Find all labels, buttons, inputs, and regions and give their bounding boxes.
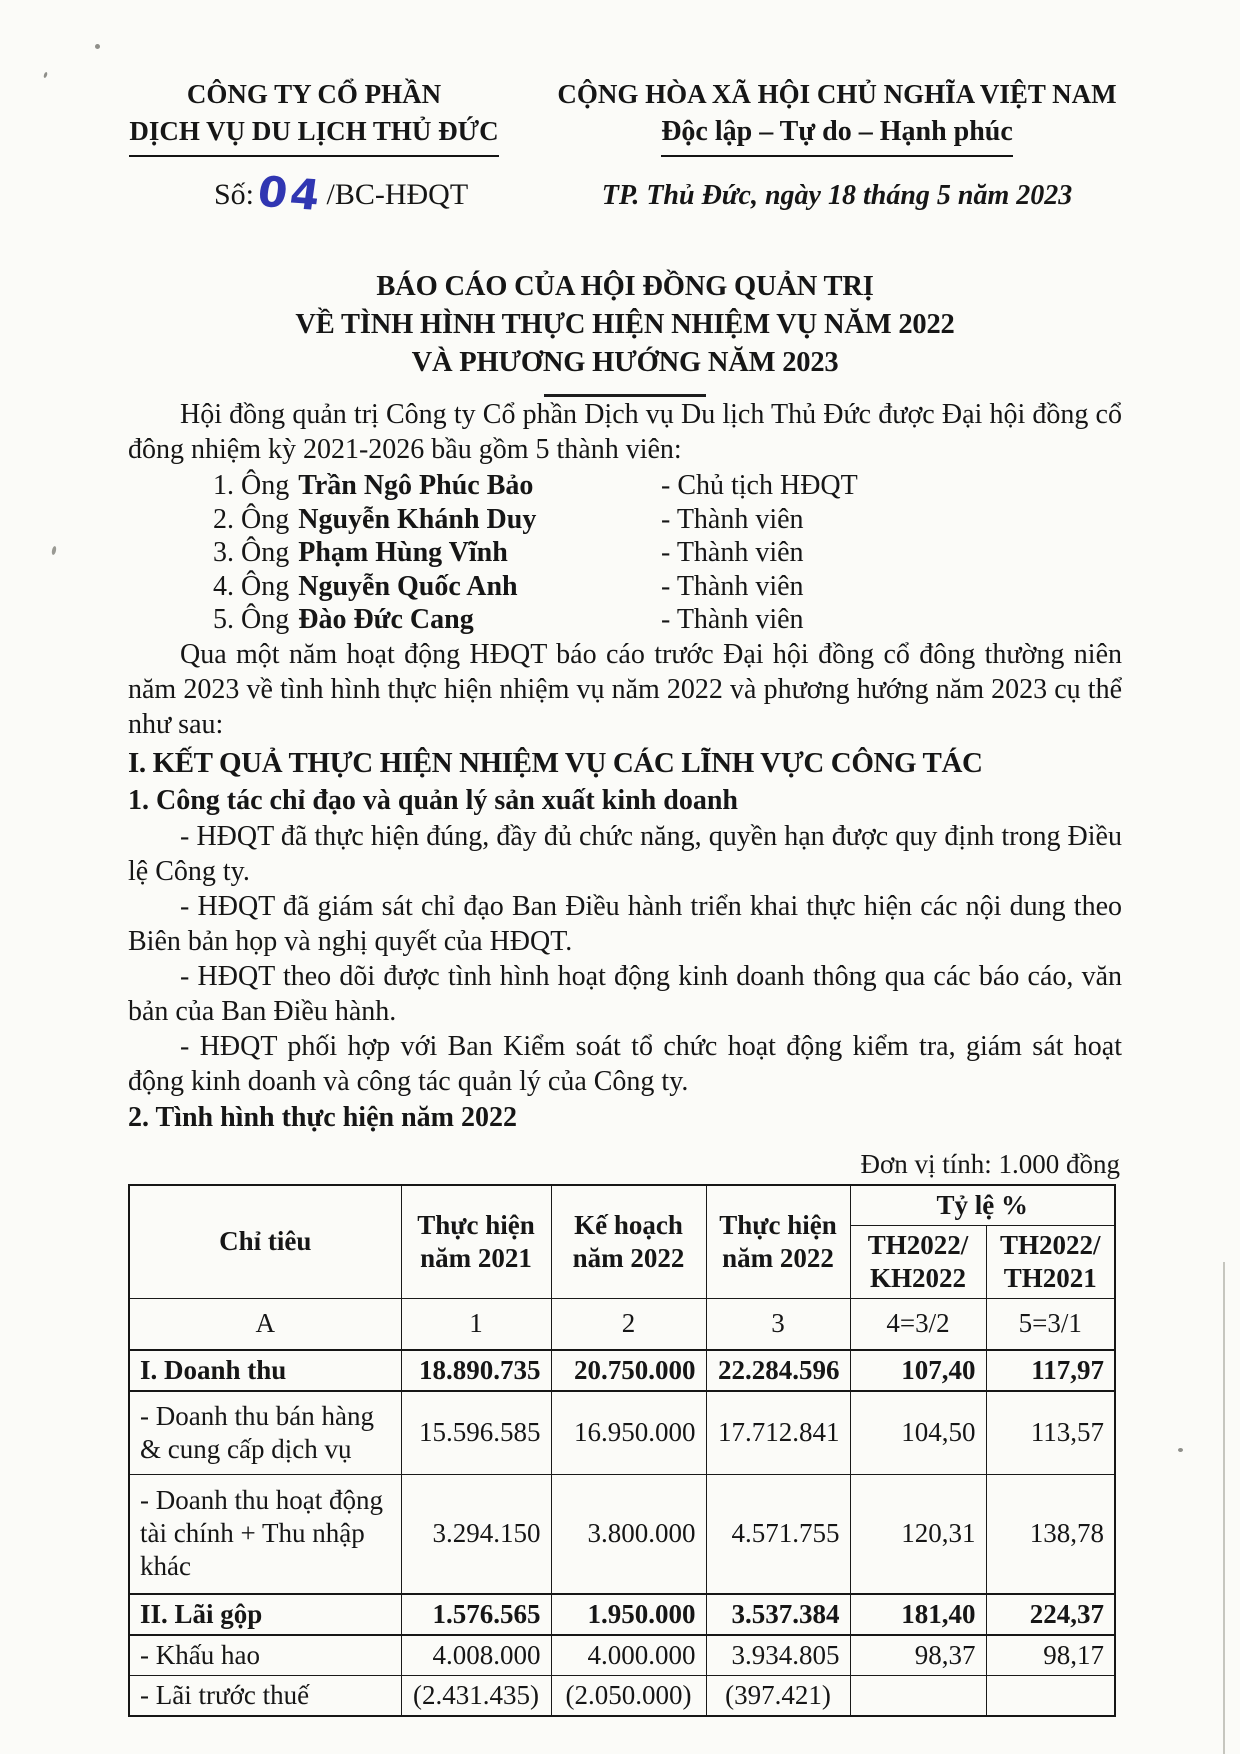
col-header-ke-hoach-2022: Kế hoạch năm 2022 xyxy=(551,1185,706,1299)
company-name-line2: DỊCH VỤ DU LỊCH THỦ ĐỨC xyxy=(128,113,500,157)
republic-line: CỘNG HÒA XÃ HỘI CHỦ NGHĨA VIỆT NAM xyxy=(557,79,1117,109)
list-item xyxy=(128,503,1122,537)
motto-line: Độc lập – Tự do – Hạnh phúc xyxy=(552,113,1122,157)
col-header-thuc-hien-2022: Thực hiện năm 2022 xyxy=(706,1185,850,1299)
bullet-paragraph-1: - HĐQT đã thực hiện đúng, đầy đủ chức năng, quyền hạn được quy định trong Điều lệ Công ty. xyxy=(128,820,1122,887)
col-header-thuc-hien-2021: Thực hiện năm 2021 xyxy=(401,1185,551,1299)
col-header-chi-tieu: Chỉ tiêu xyxy=(129,1185,401,1299)
list-item xyxy=(128,603,1122,637)
row-label: - Doanh thu bán hàng & cung cấp dịch vụ xyxy=(129,1391,401,1475)
member-role: - Thành viên xyxy=(661,537,804,568)
table-row: - Lãi trước thuế (2.431.435) (2.050.000) (397.421) xyxy=(129,1675,1115,1716)
member-name: Nguyễn Quốc Anh xyxy=(298,570,518,602)
member-role: - Thành viên xyxy=(661,604,804,635)
results-table xyxy=(128,1184,1116,1717)
table-row: II. Lãi gộp 1.576.565 1.950.000 3.537.384 181,40 224,37 xyxy=(129,1594,1115,1635)
section-1-heading: I. KẾT QUẢ THỰC HIỆN NHIỆM VỤ CÁC LĨNH VỰC CÔNG TÁC xyxy=(128,746,983,779)
report-title-line3: VÀ PHƯƠNG HƯỚNG NĂM 2023 xyxy=(411,347,839,378)
subsection-1-heading: 1. Công tác chỉ đạo và quản lý sản xuất kinh doanh xyxy=(128,784,738,816)
subsection-2-heading: 2. Tình hình thực hiện năm 2022 xyxy=(128,1101,517,1133)
scan-speck xyxy=(51,546,57,556)
report-title-line2: VỀ TÌNH HÌNH THỰC HIỆN NHIỆM VỤ NĂM 2022 xyxy=(295,309,955,340)
list-item xyxy=(128,536,1122,570)
col-header-ty-le: Tỷ lệ % xyxy=(850,1185,1115,1226)
row-label: II. Lãi gộp xyxy=(129,1594,401,1635)
col-header-th2022-th2021: TH2022/ TH2021 xyxy=(986,1225,1115,1298)
table-row: - Doanh thu bán hàng & cung cấp dịch vụ 15.596.585 16.950.000 17.712.841 104,50 113,57 xyxy=(129,1391,1115,1475)
member-number: 5. Ông xyxy=(213,604,290,635)
list-item xyxy=(128,570,1122,604)
row-label: - Doanh thu hoạt động tài chính + Thu nhập khác xyxy=(129,1474,401,1594)
document-header xyxy=(128,76,1122,157)
company-block xyxy=(128,76,500,157)
summary-paragraph: Qua một năm hoạt động HĐQT báo cáo trước Đại hội đồng cổ đông thường niên năm 2023 về tình hình thực hiện nhiệm vụ năm 2022 và phương hướng năm 2023 cụ thể như sau: xyxy=(128,638,1122,740)
member-name: Phạm Hùng Vĩnh xyxy=(298,537,508,568)
doc-number-handwritten: 04 xyxy=(254,166,326,221)
member-number: 3. Ông xyxy=(213,537,290,568)
member-name: Nguyễn Khánh Duy xyxy=(298,503,537,535)
col-header-th2022-kh2022: TH2022/ KH2022 xyxy=(850,1225,986,1298)
member-role: - Chủ tịch HĐQT xyxy=(661,470,858,501)
document-number xyxy=(214,166,469,221)
report-title-line1: BÁO CÁO CỦA HỘI ĐỒNG QUẢN TRỊ xyxy=(376,271,874,302)
column-code-row: A 1 2 3 4=3/2 5=3/1 xyxy=(129,1298,1115,1350)
national-header-block xyxy=(552,76,1122,157)
company-name-line1: CÔNG TY CỔ PHẦN xyxy=(186,79,442,109)
member-role: - Thành viên xyxy=(661,503,804,535)
scan-speck xyxy=(95,44,100,49)
member-role: - Thành viên xyxy=(661,570,804,602)
place-date-line: TP. Thủ Đức, ngày 18 tháng 5 năm 2023 xyxy=(601,180,1073,211)
bullet-paragraph-4: - HĐQT phối hợp với Ban Kiểm soát tổ chức hoạt động kiểm tra, giám sát hoạt động kinh doanh và công tác quản lý của Công ty. xyxy=(128,1030,1122,1097)
member-number: 4. Ông xyxy=(213,570,290,602)
report-title xyxy=(128,268,1122,397)
table-header-row xyxy=(129,1185,1115,1226)
table-row: - Khấu hao 4.008.000 4.000.000 3.934.805 98,37 98,17 xyxy=(129,1635,1115,1676)
member-name: Trần Ngô Phúc Bảo xyxy=(298,470,534,501)
scan-artifact-line xyxy=(1223,1262,1225,1754)
document-content xyxy=(128,0,1122,1717)
row-label: - Khấu hao xyxy=(129,1635,401,1676)
scan-speck xyxy=(43,72,48,79)
row-label: - Lãi trước thuế xyxy=(129,1675,401,1716)
number-date-row xyxy=(128,166,1122,221)
unit-note: Đơn vị tính: 1.000 đồng xyxy=(860,1148,1120,1179)
member-number: 2. Ông xyxy=(213,503,290,535)
doc-number-suffix: /BC-HĐQT xyxy=(326,178,469,211)
intro-paragraph: Hội đồng quản trị Công ty Cổ phần Dịch vụ Du lịch Thủ Đức được Đại hội đồng cổ đông nhiệm kỳ 2021-2026 bầu gồm 5 thành viên: xyxy=(128,399,1122,465)
row-label: I. Doanh thu xyxy=(129,1350,401,1391)
member-number: 1. Ông xyxy=(213,470,290,501)
bullet-paragraph-3: - HĐQT theo dõi được tình hình hoạt động kinh doanh thông qua các báo cáo, văn bản của Ban Điều hành. xyxy=(128,960,1122,1027)
scan-speck xyxy=(1178,1448,1183,1452)
table-row: I. Doanh thu 18.890.735 20.750.000 22.284.596 107,40 117,97 xyxy=(129,1350,1115,1391)
list-item xyxy=(128,469,1122,503)
member-name: Đào Đức Cang xyxy=(298,604,474,635)
board-members-list xyxy=(128,469,1122,637)
doc-number-prefix: Số: xyxy=(214,178,255,211)
table-row: - Doanh thu hoạt động tài chính + Thu nhập khác 3.294.150 3.800.000 4.571.755 120,31 138,78 xyxy=(129,1474,1115,1594)
bullet-paragraph-2: - HĐQT đã giám sát chỉ đạo Ban Điều hành triển khai thực hiện các nội dung theo Biên bản họp và nghị quyết của HĐQT. xyxy=(128,890,1122,957)
